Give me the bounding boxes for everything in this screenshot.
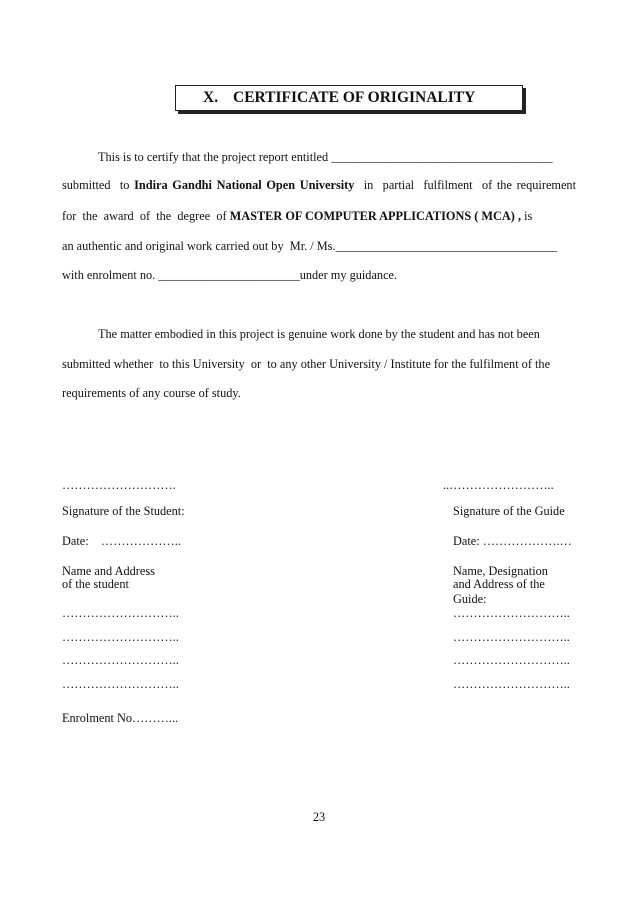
guide-signature-label: Signature of the Guide [453, 504, 565, 518]
certificate-title-box [175, 85, 523, 111]
degree-name: MASTER OF COMPUTER APPLICATIONS ( MCA) , [229, 209, 522, 223]
guide-address-line: ……………………….. [453, 677, 570, 691]
project-title-blank: ____________________________________ [331, 150, 553, 164]
enrolment-blank: _______________________ [158, 268, 300, 282]
para1-line4-text: an authentic and original work carried out by Mr. / Ms. [62, 239, 336, 253]
para1-line2-prefix: submitted to [62, 178, 135, 192]
student-name-blank: ____________________________________ [335, 239, 557, 253]
student-signature-label: Signature of the Student: [62, 504, 185, 518]
para1-line2-suffix: in partial fulfilment of the requirement [354, 178, 576, 192]
student-address-line: ……………………….. [62, 653, 179, 667]
student-address-line: ……………………….. [62, 606, 179, 620]
para1-line1-text: This is to certify that the project report entitled [98, 150, 332, 164]
guide-signature-dots: ..…………………….. [443, 478, 554, 492]
guide-name-label-3: Guide: [453, 592, 487, 606]
student-address-line: ……………………….. [62, 677, 179, 691]
para2-line2: submitted whether to this University or to any other University / Institute for the fulfilment of the [62, 357, 551, 371]
para1-line5-suffix: under my guidance. [299, 268, 398, 282]
para1-line3-suffix: is [521, 209, 533, 223]
para1-line5 [62, 268, 397, 283]
para1-line4 [62, 239, 557, 254]
student-name-address-label-1: Name and Address [62, 564, 155, 578]
student-date: Date: ……………….. [62, 534, 181, 548]
student-address-line: ……………………….. [62, 630, 179, 644]
para2-line3: requirements of any course of study. [62, 386, 241, 400]
para1-line5-prefix: with enrolment no. [62, 268, 159, 282]
guide-address-line: ……………………….. [453, 630, 570, 644]
guide-address-line: ……………………….. [453, 653, 570, 667]
student-signature-dots: ………………………. [62, 478, 176, 492]
guide-name-label-1: Name, Designation [453, 564, 548, 578]
student-enrolment-no: Enrolment No………... [62, 711, 179, 725]
certificate-title: CERTIFICATE OF ORIGINALITY [233, 89, 476, 106]
para1-line3 [62, 209, 532, 224]
para1-line3-prefix: for the award of the degree of [62, 209, 230, 223]
para2-line1: The matter embodied in this project is genuine work done by the student and has not been [98, 327, 540, 341]
guide-date: Date: ……………….… [453, 534, 572, 548]
para1-line1 [98, 150, 553, 165]
guide-address-line: ……………………….. [453, 606, 570, 620]
guide-name-label-2: and Address of the [453, 577, 545, 591]
university-name: Indira Gandhi National Open University [134, 178, 355, 192]
para1-line2 [62, 178, 576, 193]
student-name-address-label-2: of the student [62, 577, 129, 591]
section-number: X. [203, 89, 219, 106]
page-number: 23 [312, 810, 326, 824]
